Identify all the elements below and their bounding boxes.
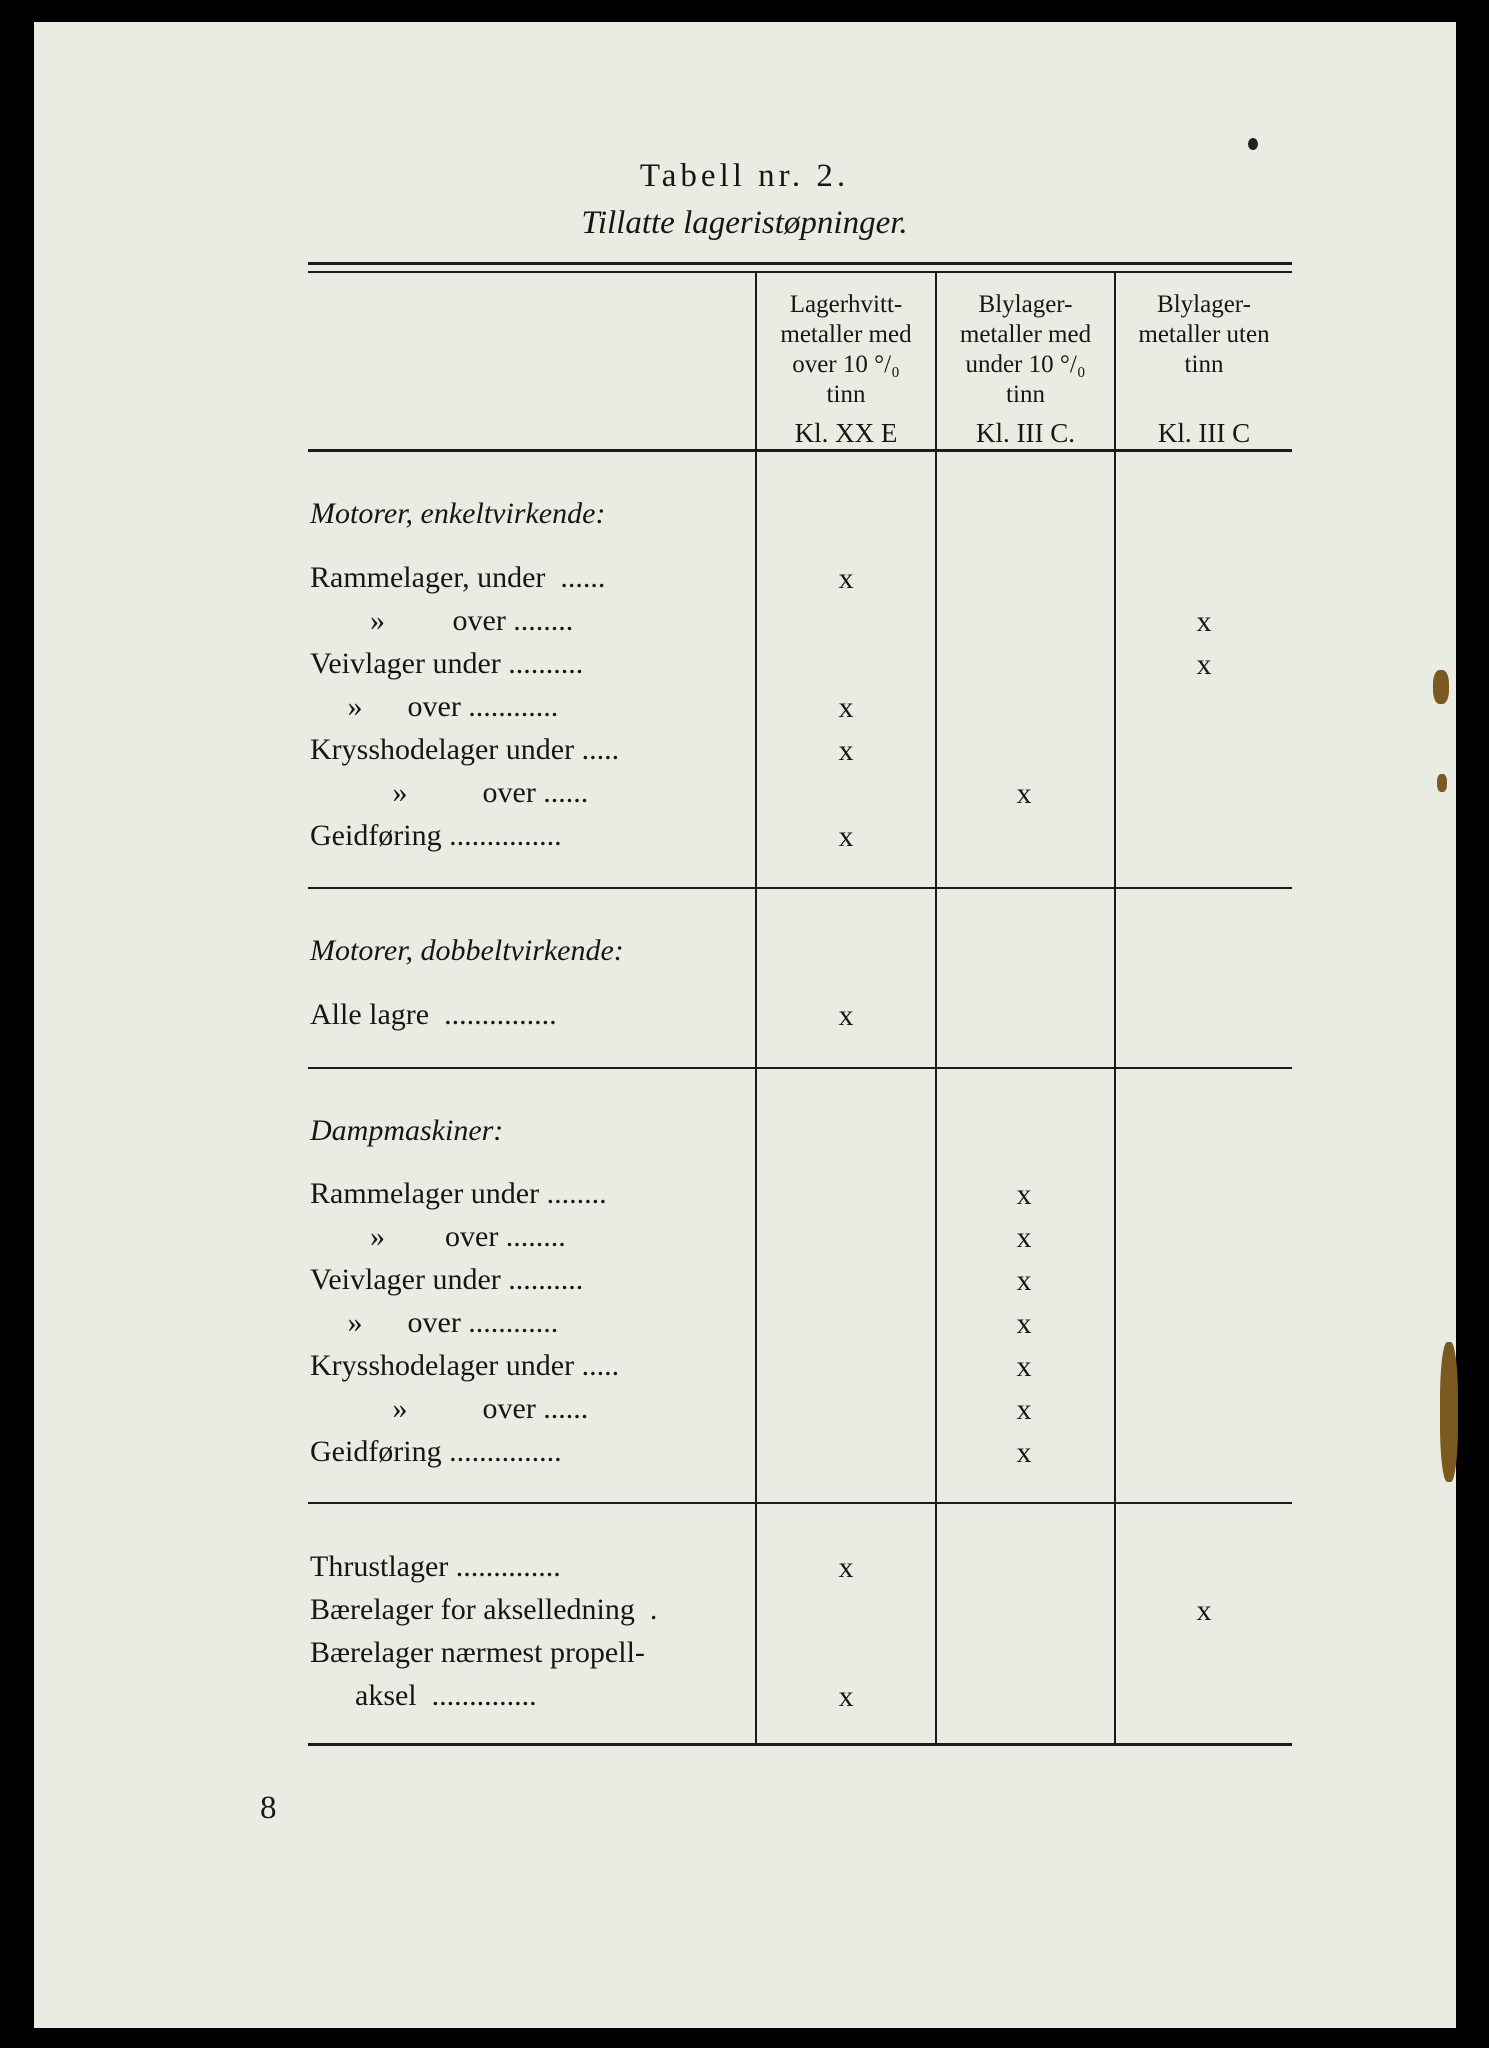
row-label: Krysshodelager under .....	[310, 733, 620, 766]
top-rule	[308, 262, 1292, 265]
row-label: Geidføring ...............	[310, 1435, 562, 1468]
mark-x: x	[838, 999, 854, 1032]
row-label: Geidføring ...............	[310, 819, 562, 852]
table-title: Tabell nr. 2.	[639, 158, 850, 194]
row-label: » over ......	[310, 776, 589, 809]
row-label: Thrustlager ..............	[310, 1550, 561, 1583]
mark-x: x	[1016, 1221, 1032, 1254]
row-label: » over ........	[310, 1220, 566, 1253]
section-heading: Dampmaskiner:	[310, 1114, 504, 1147]
ink-dot	[1248, 138, 1258, 150]
mark-x: x	[838, 734, 854, 767]
row-label: Alle lagre ...............	[310, 998, 557, 1031]
section-rule	[308, 1067, 1292, 1069]
column-header-line: metaller med	[780, 321, 912, 348]
column-header-line: metaller uten	[1138, 321, 1270, 348]
column-class: Kl. III C.	[976, 418, 1075, 448]
mark-x: x	[1016, 777, 1032, 810]
mark-x: x	[1016, 1307, 1032, 1340]
column-class: Kl. III C	[1157, 418, 1251, 448]
row-label: Krysshodelager under .....	[310, 1349, 620, 1382]
column-header-line: Lagerhvitt-	[789, 291, 903, 318]
mark-x: x	[1196, 1594, 1212, 1627]
mark-x: x	[838, 562, 854, 595]
row-label: Veivlager under ..........	[310, 647, 584, 680]
row-label: Veivlager under ..........	[310, 1263, 584, 1296]
mark-x: x	[1016, 1350, 1032, 1383]
mark-x: x	[1016, 1178, 1032, 1211]
row-label: Bærelager for akselledning .	[310, 1593, 658, 1626]
top-rule	[308, 271, 1292, 273]
row-label: » over ........	[310, 604, 574, 637]
row-label: Rammelager, under ......	[310, 561, 606, 594]
column-divider	[935, 273, 937, 1743]
table-subtitle: Tillatte lageristøpninger.	[581, 205, 908, 241]
column-header-line: tinn	[1006, 381, 1045, 408]
column-divider	[755, 273, 757, 1743]
page-number: 8	[260, 1790, 277, 1826]
row-label: » over ............	[310, 1306, 559, 1339]
column-header-line: tinn	[826, 381, 866, 408]
mark-x: x	[838, 1680, 854, 1713]
mark-x: x	[1196, 648, 1212, 681]
column-header-line: under 10 °/₀	[965, 351, 1086, 378]
section-heading: Motorer, dobbeltvirkende:	[310, 934, 624, 967]
column-header-line: Blylager-	[1157, 291, 1251, 318]
mark-x: x	[838, 820, 854, 853]
bottom-rule	[308, 1743, 1292, 1746]
mark-x: x	[1016, 1436, 1032, 1469]
stain-mark	[1440, 1342, 1458, 1482]
column-header-3	[1116, 290, 1292, 448]
mark-x: x	[838, 691, 854, 724]
row-label: Rammelager under ........	[310, 1177, 607, 1210]
column-header-2	[937, 290, 1114, 448]
row-label: Bærelager nærmest propell-	[310, 1636, 645, 1669]
mark-x: x	[1196, 605, 1212, 638]
section-rule	[308, 1502, 1292, 1504]
column-header-line: metaller med	[959, 321, 1092, 348]
mark-x: x	[1016, 1264, 1032, 1297]
column-header-1	[757, 290, 935, 448]
mark-x: x	[838, 1551, 854, 1584]
section-rule	[308, 887, 1292, 889]
mark-x: x	[1016, 1393, 1032, 1426]
section-heading: Motorer, enkeltvirkende:	[310, 497, 606, 530]
stain-mark	[1433, 670, 1449, 704]
column-divider	[1114, 273, 1116, 1743]
header-rule	[308, 449, 1292, 452]
column-header-line: over 10 °/₀	[792, 351, 900, 378]
row-label: » over ............	[310, 690, 559, 723]
stain-mark	[1437, 774, 1447, 792]
row-label: » over ......	[310, 1392, 589, 1425]
column-header-line: Blylager-	[978, 291, 1073, 318]
column-class: Kl. XX E	[794, 418, 898, 448]
row-label: aksel ..............	[310, 1679, 537, 1712]
column-header-line: tinn	[1184, 351, 1224, 378]
